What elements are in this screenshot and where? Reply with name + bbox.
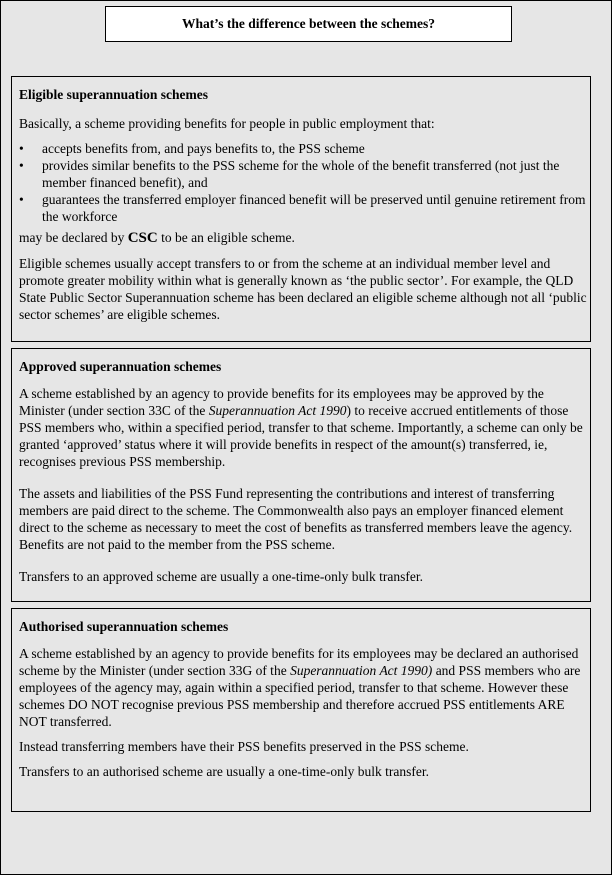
list-item: • guarantees the transferred employer financed benefit will be preserved until genuine retirement from the workforce [19, 191, 590, 225]
declared-suffix: to be an eligible scheme. [157, 230, 295, 245]
approved-act-name: Superannuation Act 1990 [208, 403, 347, 418]
authorised-paragraph-1 [19, 645, 590, 730]
declared-prefix: may be declared by [19, 230, 128, 245]
authorised-act-name: Superannuation Act 1990) [290, 663, 433, 678]
authorised-p1-end: and PSS members who are employees of the agency may, again within a specified period, transfer to that scheme. However these schemes DO NOT recognise previous PSS membership and therefore accrued PSS entitlements ARE NOT transferred. [19, 663, 581, 729]
authorised-schemes-section [11, 608, 591, 812]
authorised-paragraph-3: Transfers to an authorised scheme are usually a one-time-only bulk transfer. [19, 764, 430, 779]
approved-p1-end: ) to receive accrued entitlements of those PSS members who, within a specified period, transfer to that scheme. Importantly, a scheme can only be granted ‘approved’ status where it will provide benefits in respect of the amount(s) transferred, ie, recognises previous PSS membership. [19, 403, 583, 469]
approved-heading: Approved superannuation schemes [19, 359, 222, 374]
authorised-p1-start: A scheme established by an agency to provide benefits for its employees may be declared an authorised scheme by the Minister (under section 33G of the [19, 646, 579, 678]
list-item: • accepts benefits from, and pays benefits to, the PSS scheme [19, 140, 590, 157]
eligible-intro: Basically, a scheme providing benefits for people in public employment that: [19, 116, 435, 131]
eligible-schemes-section [11, 76, 591, 342]
approved-schemes-section [11, 348, 591, 602]
page-title: What’s the difference between the schemes? [105, 6, 512, 42]
eligible-declared-line [19, 229, 590, 247]
approved-paragraph-2: The assets and liabilities of the PSS Fund representing the contributions and interest of transferring members are paid direct to the scheme. The Commonwealth also pays an employer financed element direct to the scheme as necessary to meet the cost of benefits as transferred members leave the agency. Benefits are not paid to the member from the PSS scheme. [19, 486, 573, 552]
approved-p1-start: A scheme established by an agency to provide benefits for its employees may be approved by the Minister (under section 33C of the [19, 386, 544, 418]
approved-paragraph-3: Transfers to an approved scheme are usually a one-time-only bulk transfer. [19, 569, 424, 584]
eligible-criteria-list [19, 140, 590, 225]
authorised-heading: Authorised superannuation schemes [19, 619, 229, 634]
csc-label: CSC [127, 230, 158, 246]
eligible-paragraph: Eligible schemes usually accept transfers to or from the scheme at an individual member level and promote greater mobility within what is generally known as ‘the public sector’. For example, the QLD State Public Sector Superannuation scheme has been declared an eligible scheme although not all ‘public sector schemes’ are eligible schemes. [19, 256, 587, 322]
eligible-heading: Eligible superannuation schemes [19, 87, 209, 102]
authorised-paragraph-2: Instead transferring members have their PSS benefits preserved in the PSS scheme. [19, 739, 469, 754]
list-item: • provides similar benefits to the PSS scheme for the whole of the benefit transferred (not just the member financed benefit), and [19, 157, 590, 191]
approved-paragraph-1 [19, 385, 590, 470]
